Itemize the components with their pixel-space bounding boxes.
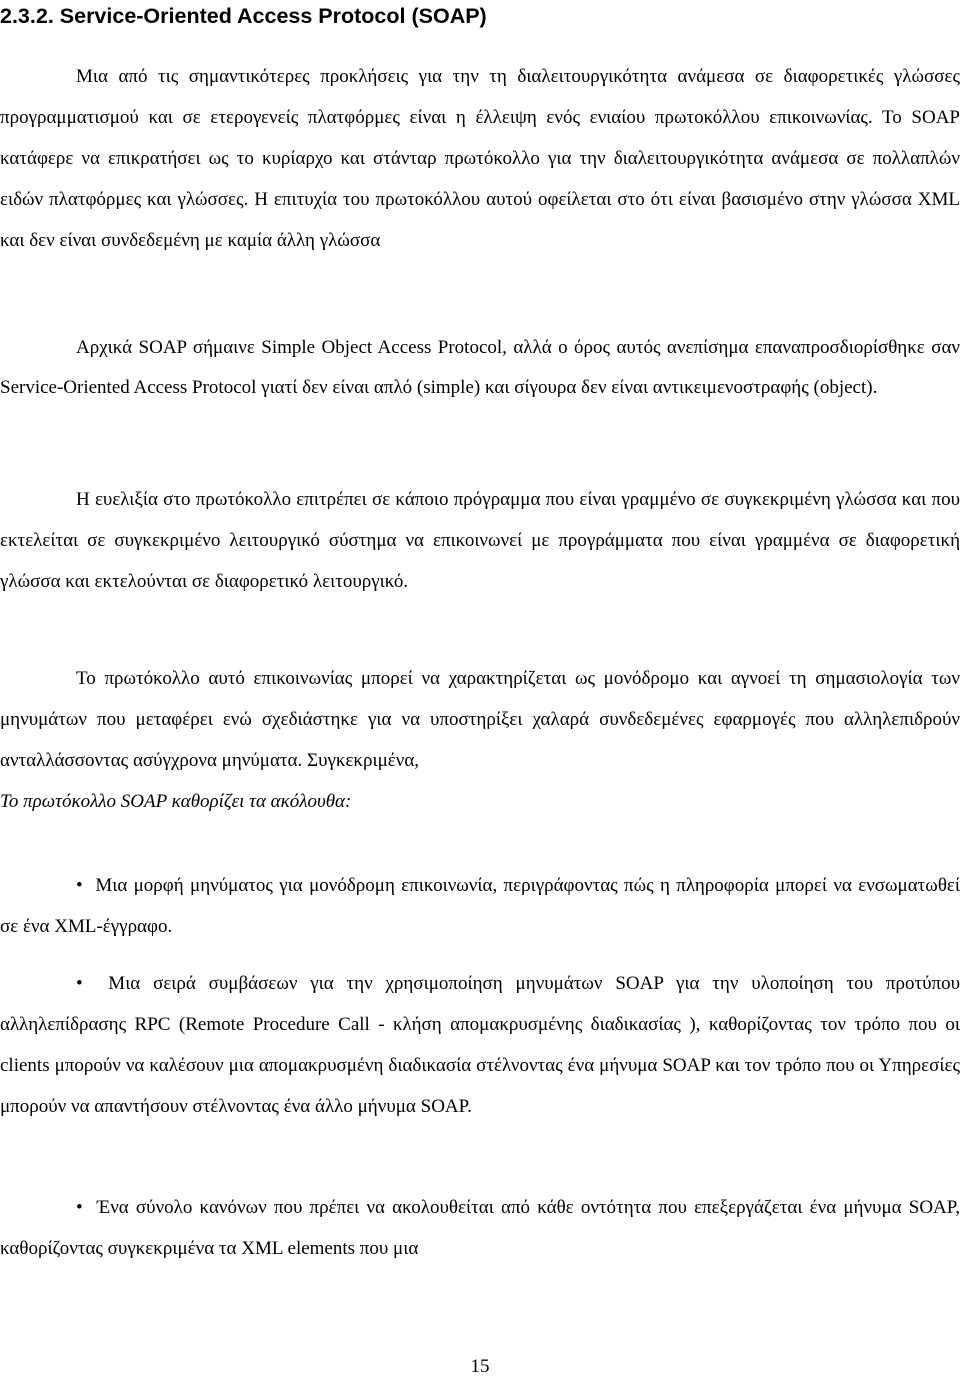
- body-text-3: [0, 479, 960, 602]
- paragraph-4: Το πρωτόκολλο αυτό επικοινωνίας μπορεί να χαρακτηρίζεται ως μονόδρομο και αγνοεί τη σημασιολογία των μηνυμάτων που μεταφέρει ενώ σχεδιάστηκε για να υποστηρίξει χαλαρά συνδεδεμένες εφαρμογές που αλληλεπιδρούν ανταλλάσσοντας ασύγχρονα μηνύματα. Συγκεκριμένα,: [0, 668, 960, 771]
- bullet-item-2: [0, 963, 960, 1127]
- paragraph-3: Η ευελιξία στο πρωτόκολλο επιτρέπει σε κάποιο πρόγραμμα που είναι γραμμένο σε συγκεκριμένη γλώσσα και που εκτελείται σε συγκεκριμένο λειτουργικό σύστημα να επικοινωνεί με προγράμματα που είναι γραμμένα σε διαφορετική γλώσσα και εκτελούνται σε διαφορετικό λειτουργικό.: [0, 489, 960, 592]
- paragraph-1: Μια από τις σημαντικότερες προκλήσεις για την τη διαλειτουργικότητα ανάμεσα σε διαφορετικές γλώσσες προγραμματισμού και σε ετερογενείς πλατφόρμες είναι η έλλειψη ενός ενιαίου πρωτοκόλλου επικοινωνίας. Το SOAP κατάφερε να επικρατήσει ως το κυρίαρχο και στάνταρ πρωτόκολλο για την διαλειτουργικότητα ανάμεσα σε πολλαπλών ειδών πλατφόρμες και γλώσσες. Η επιτυχία του πρωτοκόλλου αυτού οφείλεται στο ότι είναι βασισμένο στην γλώσσα XML και δεν είναι συνδεδεμένη με καμία άλλη γλώσσα: [0, 66, 960, 251]
- bullet-item-1: [0, 865, 960, 947]
- page-number: 15: [470, 1356, 490, 1377]
- body-text-2: [0, 328, 960, 408]
- bullet-list-2: [0, 963, 960, 1127]
- bullet-item-3: [0, 1187, 960, 1269]
- bullet-text-3: Ένα σύνολο κανόνων που πρέπει να ακολουθείται από κάθε οντότητα που επεξεργάζεται ένα μήνυμα SOAP, καθορίζοντας συγκεκριμένα τα XML elements που μια: [0, 1197, 960, 1259]
- bullet-icon: •: [76, 973, 83, 994]
- bullet-list: [0, 865, 960, 947]
- bullet-icon: •: [76, 875, 83, 896]
- section-heading: 2.3.2. Service-Oriented Access Protocol (SOAP): [0, 4, 487, 28]
- paragraph-2: Αρχικά SOAP σήμαινε Simple Object Access Protocol, αλλά ο όρος αυτός ανεπίσημα επαναπροσδιορίσθηκε σαν Service-Oriented Access Protocol γιατί δεν είναι απλό (simple) και σίγουρα δεν είναι αντικειμενοστραφής (object).: [0, 337, 960, 398]
- bullet-text-1: Μια μορφή μηνύματος για μονόδρομη επικοινωνία, περιγράφοντας πώς η πληροφορία μπορεί να ενσωματωθεί σε ένα XML-έγγραφο.: [0, 875, 960, 937]
- bullet-icon: •: [76, 1197, 83, 1218]
- bullet-list-3: [0, 1187, 960, 1269]
- bullet-text-2: Μια σειρά συμβάσεων για την χρησιμοποίηση μηνυμάτων SOAP για την υλοποίηση του προτύπου αλληλεπίδρασης RPC (Remote Procedure Call - κλήση απομακρυσμένης διαδικασίας ), καθορίζοντας τον τρόπο που οι clients μπορούν να καλέσουν μια απομακρυσμένη διαδικασία στέλνοντας ένα μήνυμα SOAP και τον τρόπο που οι Υπηρεσίες μπορούν να απαντήσουν στέλνοντας ένα άλλο μήνυμα SOAP.: [0, 973, 960, 1117]
- list-intro: Το πρωτόκολλο SOAP καθορίζει τα ακόλουθα:: [0, 791, 352, 812]
- body-text-4: [0, 658, 960, 822]
- body-text: [0, 56, 960, 261]
